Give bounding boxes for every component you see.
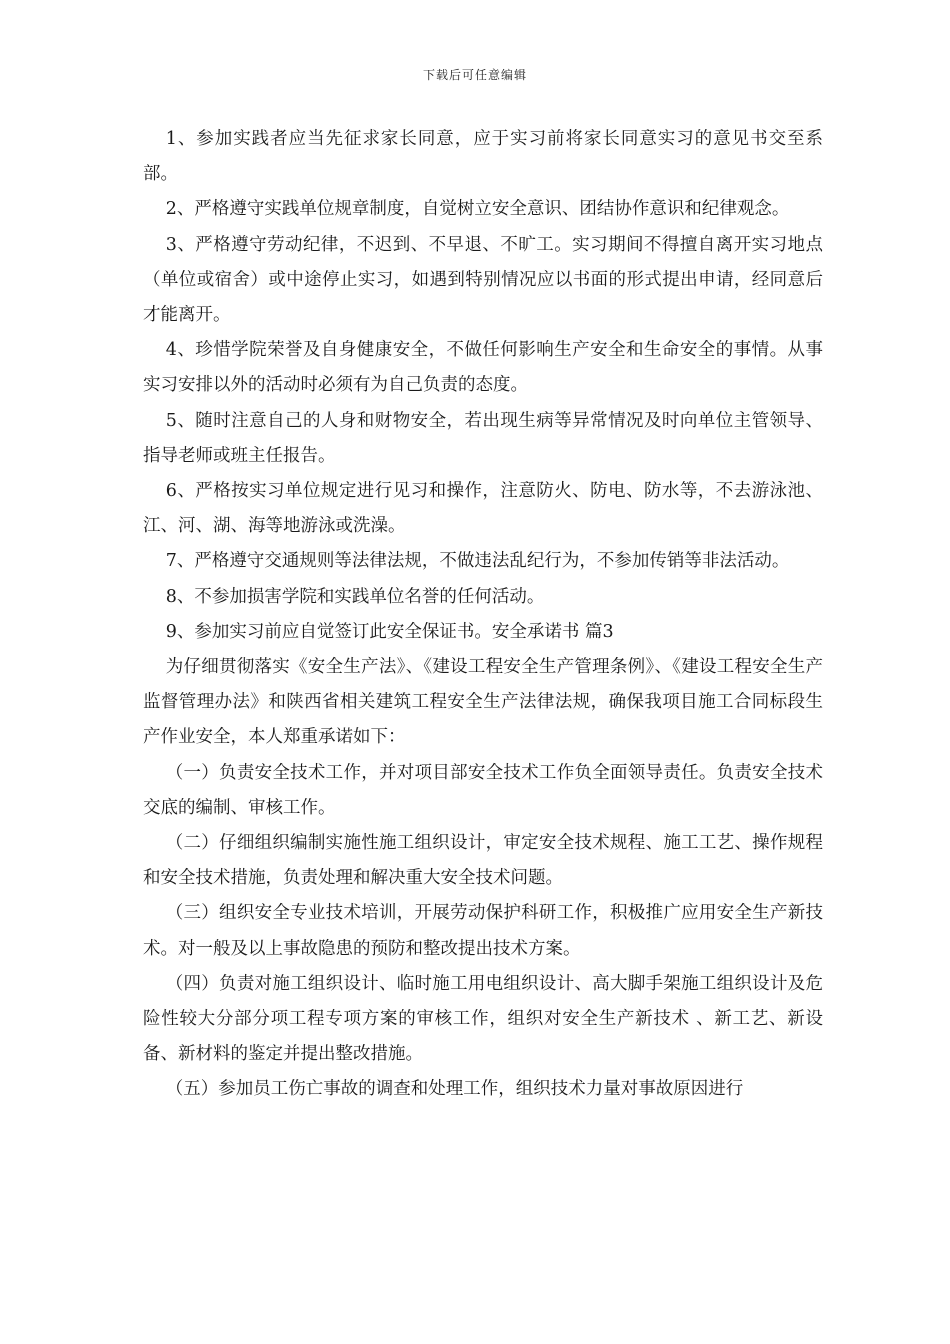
paragraph-item-6: 6、严格按实习单位规定进行见习和操作，注意防火、防电、防水等，不去游泳池、江、河、湖、海等地游泳或洗澡。 (143, 481, 823, 537)
paragraph-item-4: 4、珍惜学院荣誉及自身健康安全，不做任何影响生产安全和生命安全的事情。从事实习安排以外的活动时必须有为自己负责的态度。 (143, 340, 823, 396)
paragraph-item-3: 3、严格遵守劳动纪律，不迟到、不早退、不旷工。实习期间不得擅自离开实习地点（单位或宿舍）或中途停止实习，如遇到特别情况应以书面的形式提出申请，经同意后才能离开。 (143, 234, 823, 326)
paragraph-item-8: 8、不参加损害学院和实践单位名誉的任何活动。 (165, 586, 545, 607)
commitment-item-3: （三）组织安全专业技术培训，开展劳动保护科研工作，积极推广应用安全生产新技术。对一般及以上事故隐患的预防和整改提出技术方案。 (143, 903, 823, 959)
page-header: 下载后可任意编辑 (422, 68, 527, 82)
paragraph-item-2: 2、严格遵守实践单位规章制度，自觉树立安全意识、团结协作意识和纪律观念。 (165, 199, 790, 220)
paragraph-item-5: 5、随时注意自己的人身和财物安全，若出现生病等异常情况及时向单位主管领导、指导老师或班主任报告。 (143, 410, 823, 466)
paragraph-item-1: 1、参加实践者应当先征求家长同意，应于实习前将家长同意实习的意见书交至系部。 (143, 129, 823, 185)
document-body (143, 122, 823, 1108)
commitment-item-1: （一）负责安全技术工作，并对项目部安全技术工作负全面领导责任。负责安全技术交底的编制、审核工作。 (143, 762, 823, 818)
commitment-item-4: （四）负责对施工组织设计、临时施工用电组织设计、高大脚手架施工组织设计及危险性较大分部分项工程专项方案的审核工作，组织对安全生产新技术 、新工艺、新设备、新材料的鉴定并提出整改措施。 (143, 973, 823, 1065)
commitment-intro-paragraph: 为仔细贯彻落实《安全生产法》、《建设工程安全生产管理条例》、《建设工程安全生产监督管理办法》和陕西省相关建筑工程安全生产法律法规，确保我项目施工合同标段生产作业安全，本人郑重承诺如下： (143, 657, 823, 748)
commitment-item-5: （五）参加员工伤亡事故的调查和处理工作，组织技术力量对事故原因进行 (165, 1079, 744, 1100)
commitment-item-2: （二）仔细组织编制实施性施工组织设计，审定安全技术规程、施工工艺、操作规程和安全技术措施，负责处理和解决重大安全技术问题。 (143, 833, 823, 889)
paragraph-item-9: 9、参加实习前应自觉签订此安全保证书。安全承诺书 篇3 (165, 621, 614, 642)
paragraph-item-7: 7、严格遵守交通规则等法律法规，不做违法乱纪行为，不参加传销等非法活动。 (165, 551, 790, 572)
